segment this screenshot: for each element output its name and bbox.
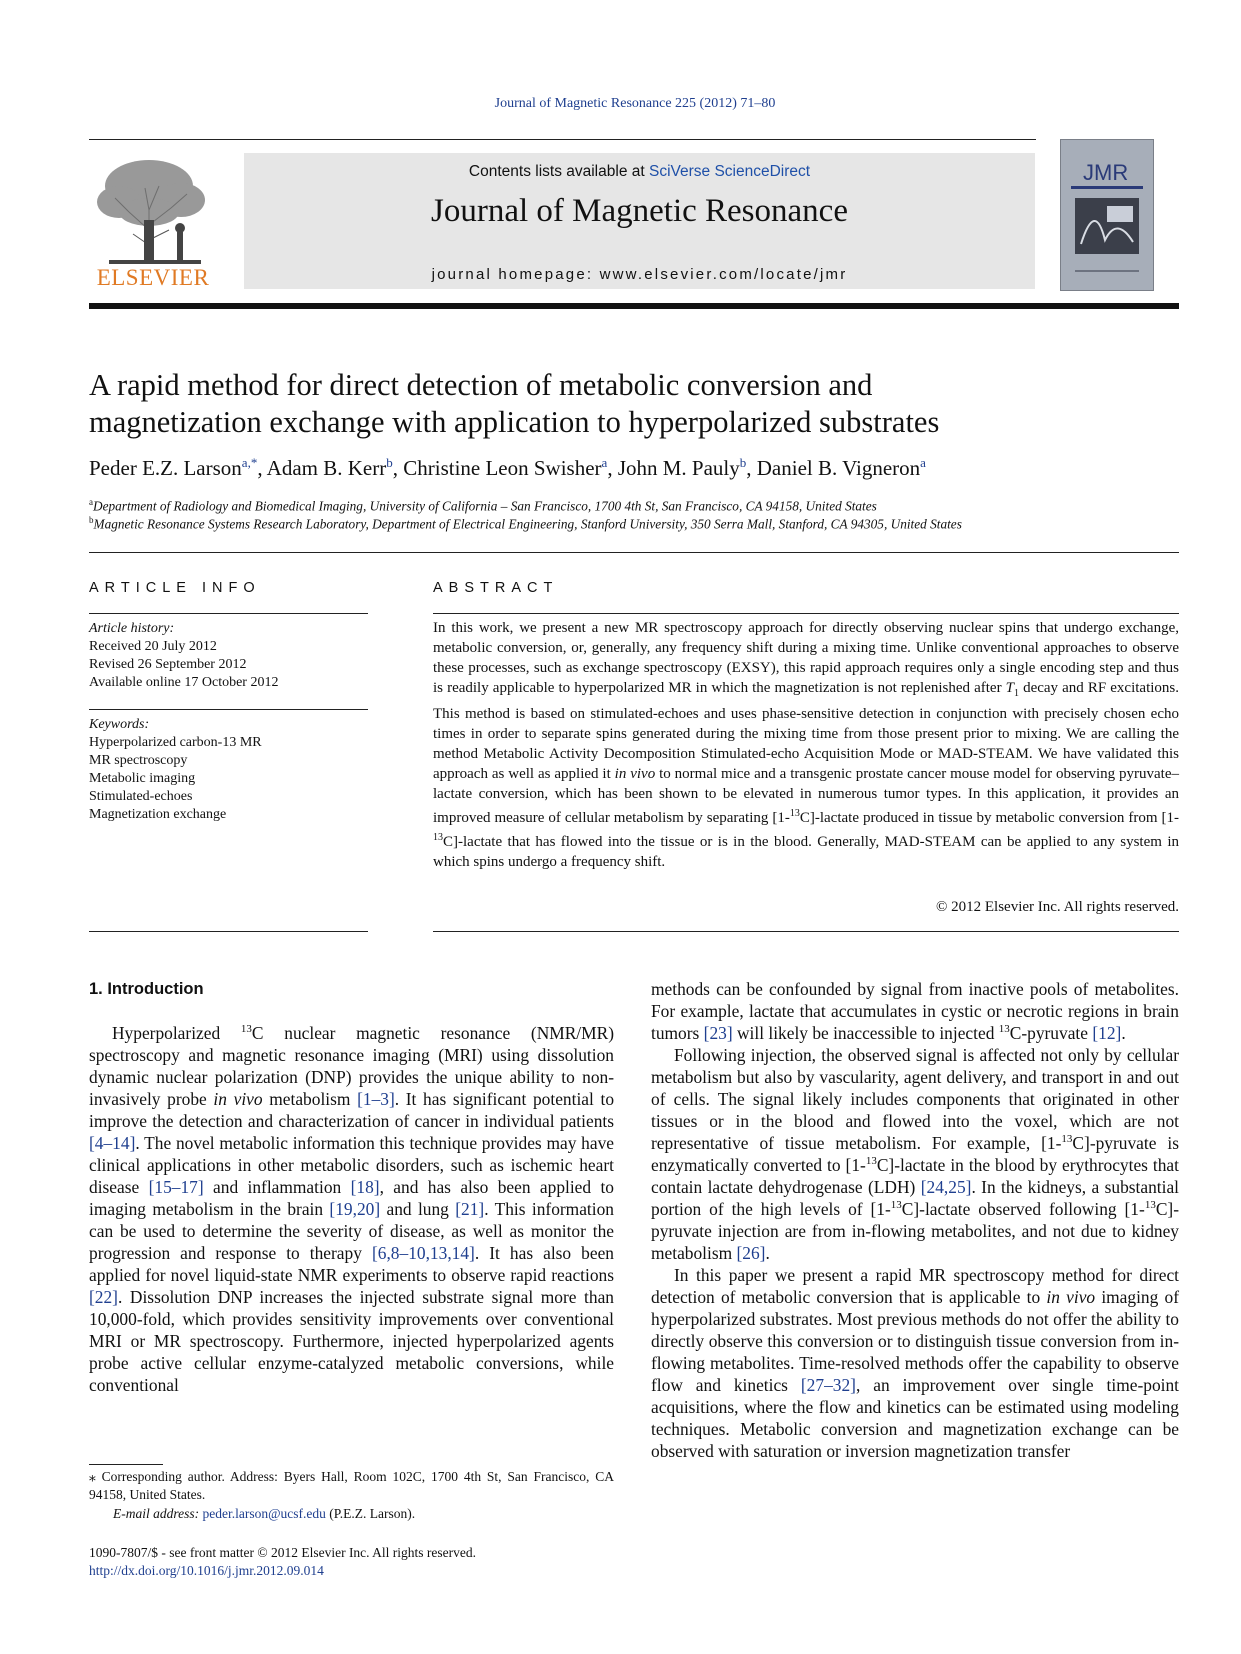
affiliation-a xyxy=(89,497,1189,514)
keyword-item: MR spectroscopy xyxy=(89,753,188,768)
keyword-item: Magnetization exchange xyxy=(89,807,227,822)
text-segment: methods can be confounded by signal from inactive pools of metabolites. For example, lactate that accumulates in cystic or necrotic regions in brain tumors xyxy=(651,979,1179,1043)
body-paragraph xyxy=(651,978,1179,1044)
t1-symbol: T xyxy=(1005,680,1014,696)
author-name: Adam B. Kerr xyxy=(266,456,387,480)
email-link[interactable]: peder.larson@ucsf.edu xyxy=(202,1506,326,1521)
sciencedirect-link[interactable]: SciVerse ScienceDirect xyxy=(648,163,811,180)
text-segment: . In the kidneys, a substantial portion of the high levels of [1- xyxy=(651,1177,1179,1219)
abstract-copyright: © 2012 Elsevier Inc. All rights reserved. xyxy=(935,899,1179,915)
received-date: Received 20 July 2012 xyxy=(89,639,217,654)
abstract-segment: C]-lactate that has flowed into the tissue or is in the blood. Generally, MAD-STEAM can be applied to any system in which spins undergo a frequency shift. xyxy=(433,834,1179,870)
affiliation-b xyxy=(89,515,1189,532)
isotope-superscript: 13 xyxy=(890,1199,902,1212)
author-affil-mark[interactable]: a,* xyxy=(241,455,258,470)
elsevier-wordmark: ELSEVIER xyxy=(96,265,210,290)
author-affil-mark[interactable]: a xyxy=(920,455,926,470)
text-segment: C nuclear magnetic resonance (NMR/MR) spectroscopy and magnetic resonance imaging (MRI) using dissolution dynamic nuclear polarization (DNP) provides the unique ability to non-invasively probe xyxy=(89,1023,614,1109)
citation-link[interactable]: [6,8–10,13,14] xyxy=(371,1243,475,1263)
citation-link[interactable]: [24,25] xyxy=(920,1177,972,1197)
article-history xyxy=(89,620,368,692)
text-segment: C]-pyruvate is enzymatically converted to [1- xyxy=(651,1133,1179,1175)
contents-prefix: Contents lists available at xyxy=(468,163,645,180)
isotope-superscript: 13 xyxy=(865,1155,877,1168)
title-line-2: magnetization exchange with application to hyperpolarized substrates xyxy=(89,405,940,439)
body-paragraph xyxy=(651,1264,1179,1462)
author-separator: , xyxy=(607,456,618,480)
citation-link[interactable]: [23] xyxy=(703,1023,733,1043)
isotope-superscript: 13 xyxy=(998,1023,1010,1036)
citation-link[interactable]: [26] xyxy=(736,1243,766,1263)
text-segment: . xyxy=(765,1243,770,1263)
keyword-item: Hyperpolarized carbon-13 MR xyxy=(89,735,262,750)
abstract-segment: to normal mice and a transgenic prostate cancer mouse model for observing pyruvate–lactate conversion, which has been shown to be elevated in numerous tumor types. In this application, it provides an improved measure of cellular metabolism by separating [1- xyxy=(433,766,1179,826)
citation-link[interactable]: [1–3] xyxy=(357,1089,395,1109)
author-affil-mark[interactable]: b xyxy=(739,455,747,470)
text-segment: will likely be inaccessible to injected xyxy=(732,1023,999,1043)
text-segment: . It has also been applied for novel liquid-state NMR experiments to observe rapid reactions xyxy=(89,1243,614,1285)
text-segment: . xyxy=(1121,1023,1126,1043)
affiliation-text: Department of Radiology and Biomedical Imaging, University of California – San Francisco, 1700 4th St, San Francisco, CA 94158, United States xyxy=(93,498,877,514)
text-segment: In this paper we present a rapid MR spectroscopy method for direct detection of metabolic conversion that is applicable to xyxy=(651,1265,1179,1307)
abstract-segment: C]-lactate produced in tissue by metabolic conversion from [1- xyxy=(799,810,1179,826)
citation-link[interactable]: [18] xyxy=(350,1177,380,1197)
isotope-superscript: 13 xyxy=(789,808,800,819)
text-segment: . Dissolution DNP increases the injected substrate signal more than 10,000-fold, which provides sensitivity improvements over conventional MRI or MR spectroscopy. Furthermore, injected hyperpolarized agents probe active cellular enzyme-catalyzed metabolic conversions, while conventional xyxy=(89,1287,614,1395)
author-name: Christine Leon Swisher xyxy=(403,456,602,480)
text-segment: . This information can be used to determine the severity of disease, as well as monitor the progression and response to therapy xyxy=(89,1199,614,1263)
abstract-segment: decay and RF excitations. This method is based on stimulated-echoes and uses phase-sensitive detection in conjunction with precisely chosen echo times in order to separate spins generated during the mixing time from those present prior to mixing. We are calling the method Metabolic Activity Decomposition Stimulated-echo Acquisition Mode or MAD-STEAM. We have validated this approach as well as applied it xyxy=(433,680,1179,782)
abstract-rule xyxy=(433,931,1179,932)
abstract-italic: in vivo xyxy=(614,766,656,782)
footnote-rule xyxy=(89,1464,163,1465)
doi-link[interactable]: http://dx.doi.org/10.1016/j.jmr.2012.09.014 xyxy=(89,1563,324,1578)
title-line-1: A rapid method for direct detection of metabolic conversion and xyxy=(89,368,873,402)
author-name: Peder E.Z. Larson xyxy=(89,456,242,480)
text-segment: C]-lactate observed following [1- xyxy=(901,1199,1145,1219)
citation-link[interactable]: [27–32] xyxy=(800,1375,856,1395)
text-segment: Hyperpolarized xyxy=(112,1023,241,1043)
header-rule xyxy=(89,139,1036,140)
author-name: Daniel B. Vigneron xyxy=(756,456,921,480)
article-info-rule xyxy=(89,613,368,614)
journal-cover-thumbnail xyxy=(1060,139,1154,291)
text-segment: Following injection, the observed signal is affected not only by cellular metabolism but also by vascularity, agent delivery, and transport in and out of cells. The signal likely includes components that originated in other tissues or in the blood and flowed into the voxel, which are not representative of tissue metabolism. For example, [1- xyxy=(651,1045,1179,1153)
abstract-heading: ABSTRACT xyxy=(433,580,559,596)
text-segment: , an improvement over single time-point acquisitions, where the flow and kinetics can be estimated using modeling techniques. Metabolic conversion and magnetization exchange can be observed with saturation or inversion magnetization transfer xyxy=(651,1375,1180,1461)
abstract-text xyxy=(433,618,1179,872)
author-separator: , xyxy=(257,456,267,480)
text-segment: C-pyruvate xyxy=(1009,1023,1093,1043)
issn-line: 1090-7807/$ - see front matter © 2012 Elsevier Inc. All rights reserved. xyxy=(89,1545,477,1560)
keyword-item: Stimulated-echoes xyxy=(89,789,193,804)
cover-journal-abbrev: JMR xyxy=(1083,160,1129,185)
author-separator: , xyxy=(746,456,757,480)
affiliation-mark: a xyxy=(89,497,93,507)
abstract-rule xyxy=(433,613,1179,614)
body-paragraph xyxy=(651,1044,1179,1264)
author-affil-mark[interactable]: a xyxy=(601,455,608,470)
text-segment: C]-lactate in the blood by erythrocytes that contain lactate dehydrogenase (LDH) xyxy=(651,1155,1179,1197)
article-title xyxy=(89,367,1179,441)
body-column-right xyxy=(651,978,1179,1462)
text-segment: C]-pyruvate injection are from in-flowing metabolites, and not due to kidney metabolism xyxy=(651,1199,1179,1263)
citation-link[interactable]: [21] xyxy=(455,1199,485,1219)
author-name: John M. Pauly xyxy=(617,456,740,480)
isotope-superscript: 13 xyxy=(433,832,443,843)
italic-text: in vivo xyxy=(1046,1287,1096,1307)
article-info-rule xyxy=(89,931,368,932)
text-segment: , and has also been applied to imaging metabolism in the brain xyxy=(89,1177,614,1219)
citation-link[interactable]: [15–17] xyxy=(148,1177,204,1197)
email-suffix: (P.E.Z. Larson). xyxy=(325,1506,416,1521)
affiliation-mark: b xyxy=(89,515,94,525)
journal-reference-link[interactable]: Journal of Magnetic Resonance 225 (2012) 71–80 xyxy=(494,96,776,111)
email-label: E-mail address: xyxy=(113,1506,200,1521)
text-segment: imaging of hyperpolarized substrates. Most previous methods do not offer the ability to directly observe this conversion or to distinguish tissue conversion from in-flowing metabolites. Time-resolved methods offer the capability to observe flow and kinetics xyxy=(651,1287,1179,1395)
keywords-label: Keywords: xyxy=(89,717,150,732)
journal-homepage-link[interactable]: journal homepage: www.elsevier.com/locate/jmr xyxy=(431,266,848,283)
author-separator: , xyxy=(392,456,404,480)
citation-link[interactable]: [22] xyxy=(89,1287,118,1307)
text-segment: and lung xyxy=(380,1199,456,1219)
online-date: Available online 17 October 2012 xyxy=(89,675,279,690)
email-footnote xyxy=(113,1506,415,1522)
text-segment: . The novel metabolic information this technique provides may have clinical applications in other metabolic disorders, such as ischemic heart disease xyxy=(89,1133,614,1197)
text-segment: . It has significant potential to improve the detection and characterization of cancer in individual patients xyxy=(89,1089,615,1131)
author-affil-mark[interactable]: b xyxy=(386,455,393,470)
citation-link[interactable]: [19,20] xyxy=(329,1199,381,1219)
history-label: Article history: xyxy=(89,621,175,636)
journal-title: Journal of Magnetic Resonance xyxy=(431,193,848,229)
affiliation-text: Magnetic Resonance Systems Research Laboratory, Department of Electrical Engineering, Stanford University, 350 Serra Mall, Stanford, CA 94305, United States xyxy=(93,516,962,532)
isotope-superscript: 13 xyxy=(1061,1133,1073,1146)
citation-link[interactable]: [12] xyxy=(1092,1023,1122,1043)
corresponding-author-footnote: ⁎ Corresponding author. Address: Byers Hall, Room 102C, 1700 4th St, San Francisco, CA 94158, United States. xyxy=(89,1469,614,1502)
italic-text: in vivo xyxy=(213,1089,263,1109)
citation-link[interactable]: [4–14] xyxy=(89,1133,136,1153)
body-column-left xyxy=(89,1022,614,1396)
title-block-rule xyxy=(89,552,1179,553)
abstract-segment: In this work, we present a new MR spectroscopy approach for directly observing nuclear spins that undergo exchange, metabolic conversion, or, generally, any frequency shift during a mixing time. Unlike conventional approaches to observe these processes, such as exchange spectroscopy (EXSY), this rapid approach requires only a single encoding step and thus is readily applicable to hyperpolarized MR in which the magnetization is not replenished after xyxy=(433,620,1179,696)
isotope-superscript: 13 xyxy=(1144,1199,1156,1212)
header-thick-rule xyxy=(89,303,1179,309)
text-segment: and inflammation xyxy=(203,1177,351,1197)
keyword-item: Metabolic imaging xyxy=(89,771,196,786)
introduction-heading: 1. Introduction xyxy=(89,980,204,998)
revised-date: Revised 26 September 2012 xyxy=(89,657,247,672)
t1-subscript: 1 xyxy=(1014,688,1019,699)
author-list xyxy=(89,455,1179,481)
body-paragraph xyxy=(89,1022,614,1396)
contents-available-line xyxy=(244,163,1035,181)
article-info-heading: ARTICLE INFO xyxy=(89,580,261,596)
isotope-superscript: 13 xyxy=(240,1023,252,1036)
journal-masthead xyxy=(244,153,1035,289)
keywords-block xyxy=(89,716,368,824)
text-segment: metabolism xyxy=(262,1089,358,1109)
article-info-rule xyxy=(89,709,368,710)
